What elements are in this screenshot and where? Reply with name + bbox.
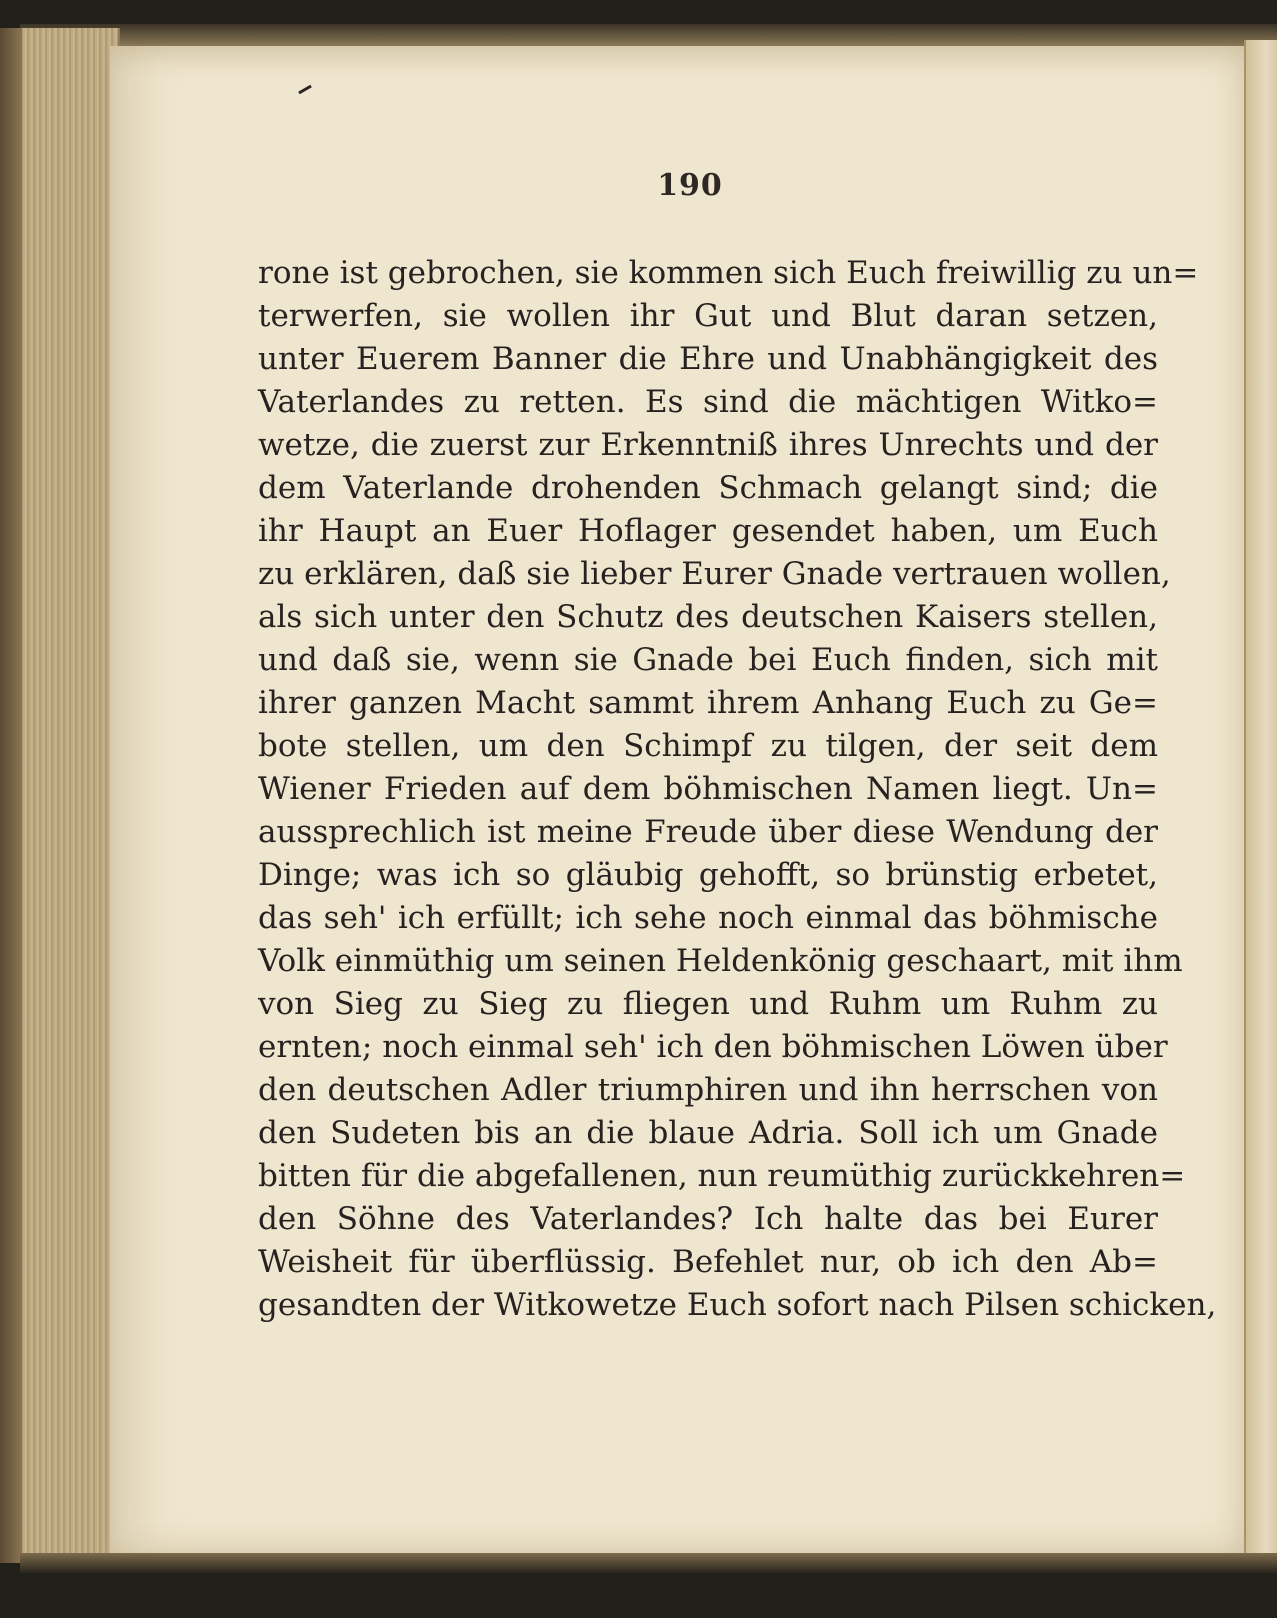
text-line: den Söhne des Vaterlandes? Ich halte das bei Eurer bbox=[258, 1201, 1158, 1237]
text-line: aussprechlich ist meine Freude über diese Wendung der bbox=[258, 814, 1158, 850]
book-spine bbox=[0, 28, 22, 1563]
text-line: Volk einmüthig um seinen Heldenkönig geschaart, mit ihm bbox=[258, 943, 1183, 979]
book-top-edge bbox=[20, 24, 1277, 46]
text-line: den deutschen Adler triumphiren und ihn herrschen von bbox=[258, 1072, 1158, 1108]
body-text bbox=[258, 252, 1217, 1327]
text-line: von Sieg zu Sieg zu fliegen und Ruhm um Ruhm zu bbox=[258, 986, 1158, 1022]
text-line: gesandten der Witkowetze Euch sofort nach Pilsen schicken, bbox=[258, 1287, 1217, 1323]
text-line: zu erklären, daß sie lieber Eurer Gnade vertrauen wollen, bbox=[258, 556, 1171, 592]
text-line: bitten für die abgefallenen, nun reumüthig zurückkehren= bbox=[258, 1158, 1186, 1194]
text-line: bote stellen, um den Schimpf zu tilgen, der seit dem bbox=[258, 728, 1158, 764]
text-line: rone ist gebrochen, sie kommen sich Euch freiwillig zu un= bbox=[258, 255, 1199, 291]
text-line: dem Vaterlande drohenden Schmach gelangt sind; die bbox=[258, 470, 1158, 506]
text-line: das seh' ich erfüllt; ich sehe noch einmal das böhmische bbox=[258, 900, 1158, 936]
text-line: terwerfen, sie wollen ihr Gut und Blut daran setzen, bbox=[258, 298, 1158, 334]
page-number: 190 bbox=[657, 168, 723, 203]
text-line: unter Euerem Banner die Ehre und Unabhängigkeit des bbox=[258, 341, 1158, 377]
text-line: ernten; noch einmal seh' ich den böhmischen Löwen über bbox=[258, 1029, 1168, 1065]
right-page-edge bbox=[1244, 40, 1277, 1560]
book-bottom-edge bbox=[20, 1553, 1277, 1573]
text-line: Dinge; was ich so gläubig gehofft, so brünstig erbetet, bbox=[258, 857, 1158, 893]
text-line: Wiener Frieden auf dem böhmischen Namen liegt. Un= bbox=[258, 771, 1158, 807]
text-line: ihrer ganzen Macht sammt ihrem Anhang Euch zu Ge= bbox=[258, 685, 1158, 721]
text-line: wetze, die zuerst zur Erkenntniß ihres Unrechts und der bbox=[258, 427, 1158, 463]
text-line: als sich unter den Schutz des deutschen Kaisers stellen, bbox=[258, 599, 1158, 635]
text-line: und daß sie, wenn sie Gnade bei Euch finden, sich mit bbox=[258, 642, 1158, 678]
text-line: den Sudeten bis an die blaue Adria. Soll ich um Gnade bbox=[258, 1115, 1158, 1151]
text-line: ihr Haupt an Euer Hoflager gesendet haben, um Euch bbox=[258, 513, 1158, 549]
text-line: Vaterlandes zu retten. Es sind die mächtigen Witko= bbox=[258, 384, 1158, 420]
text-line: Weisheit für überflüssig. Befehlet nur, ob ich den Ab= bbox=[258, 1244, 1158, 1280]
